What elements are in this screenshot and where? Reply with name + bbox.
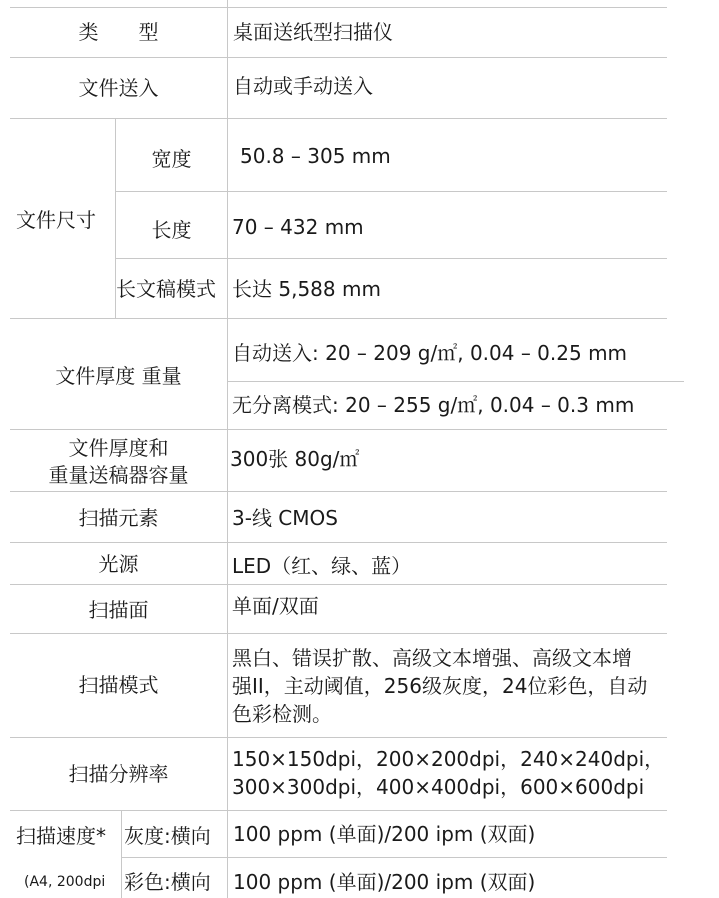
- gray-label: 灰度:横向: [124, 824, 211, 848]
- resolution-label: 扫描分辨率: [68, 762, 169, 786]
- mode-value-line-1: 黑白、错误扩散、高级文本增强、高级文本增: [232, 646, 632, 670]
- light-label: 光源: [98, 552, 139, 576]
- thickness-label: 文件厚度 重量: [55, 364, 182, 388]
- row-divider: [10, 7, 667, 8]
- color-value: 100 ppm (单面)/200 ipm (双面): [233, 870, 536, 894]
- speed-label: 扫描速度*: [16, 824, 106, 848]
- row-divider: [228, 381, 684, 382]
- long-mode-label: 长文稿模式: [116, 277, 216, 301]
- row-divider: [10, 429, 667, 430]
- row-divider: [10, 491, 667, 492]
- row-divider: [10, 57, 667, 58]
- capacity-value: 300张 80g/㎡: [230, 447, 360, 471]
- feed-value: 自动或手动送入: [233, 74, 373, 98]
- column-divider: [227, 0, 228, 898]
- row-divider: [10, 810, 667, 811]
- side-label: 扫描面: [88, 598, 149, 622]
- light-value: LED（红、绿、蓝）: [232, 554, 412, 578]
- gray-value: 100 ppm (单面)/200 ipm (双面): [233, 822, 536, 846]
- thickness-auto-value: 自动送入: 20 – 209 g/㎡, 0.04 – 0.25 mm: [232, 341, 628, 365]
- row-divider: [10, 318, 667, 319]
- element-value: 3-线 CMOS: [232, 506, 338, 530]
- resolution-value-line-1: 150×150dpi，200×200dpi，240×240dpi，: [232, 747, 665, 771]
- row-divider: [116, 258, 667, 259]
- row-divider: [10, 633, 667, 634]
- width-label: 宽度: [151, 147, 192, 171]
- side-value: 单面/双面: [232, 594, 319, 618]
- thickness-no-separation-value: 无分离模式: 20 – 255 g/㎡, 0.04 – 0.3 mm: [232, 393, 635, 417]
- width-value: 50.8 – 305 mm: [240, 144, 391, 168]
- speed-note: (A4, 200dpi: [24, 874, 106, 890]
- mode-value-line-3: 色彩检测。: [232, 702, 332, 726]
- type-value: 桌面送纸型扫描仪: [233, 20, 393, 44]
- resolution-value-line-2: 300×300dpi，400×400dpi，600×600dpi: [232, 775, 645, 799]
- mode-value-line-2: 强II，主动阈值，256级灰度，24位彩色，自动: [232, 674, 648, 698]
- length-label: 长度: [151, 218, 192, 242]
- column-divider: [121, 810, 122, 898]
- feed-label: 文件送入: [78, 76, 159, 100]
- mode-label: 扫描模式: [78, 673, 159, 697]
- capacity-label-line-1: 文件厚度和: [68, 436, 169, 460]
- long-mode-value: 长达 5,588 mm: [232, 277, 381, 301]
- row-divider: [10, 737, 667, 738]
- type-label: 类 型: [78, 20, 159, 44]
- row-divider: [122, 857, 667, 858]
- element-label: 扫描元素: [78, 506, 159, 530]
- row-divider: [116, 191, 667, 192]
- capacity-label-line-2: 重量送稿器容量: [48, 463, 189, 487]
- color-label: 彩色:横向: [124, 870, 211, 894]
- row-divider: [10, 118, 667, 119]
- size-label: 文件尺寸: [16, 208, 96, 232]
- length-value: 70 – 432 mm: [232, 215, 364, 239]
- row-divider: [10, 584, 667, 585]
- row-divider: [10, 542, 667, 543]
